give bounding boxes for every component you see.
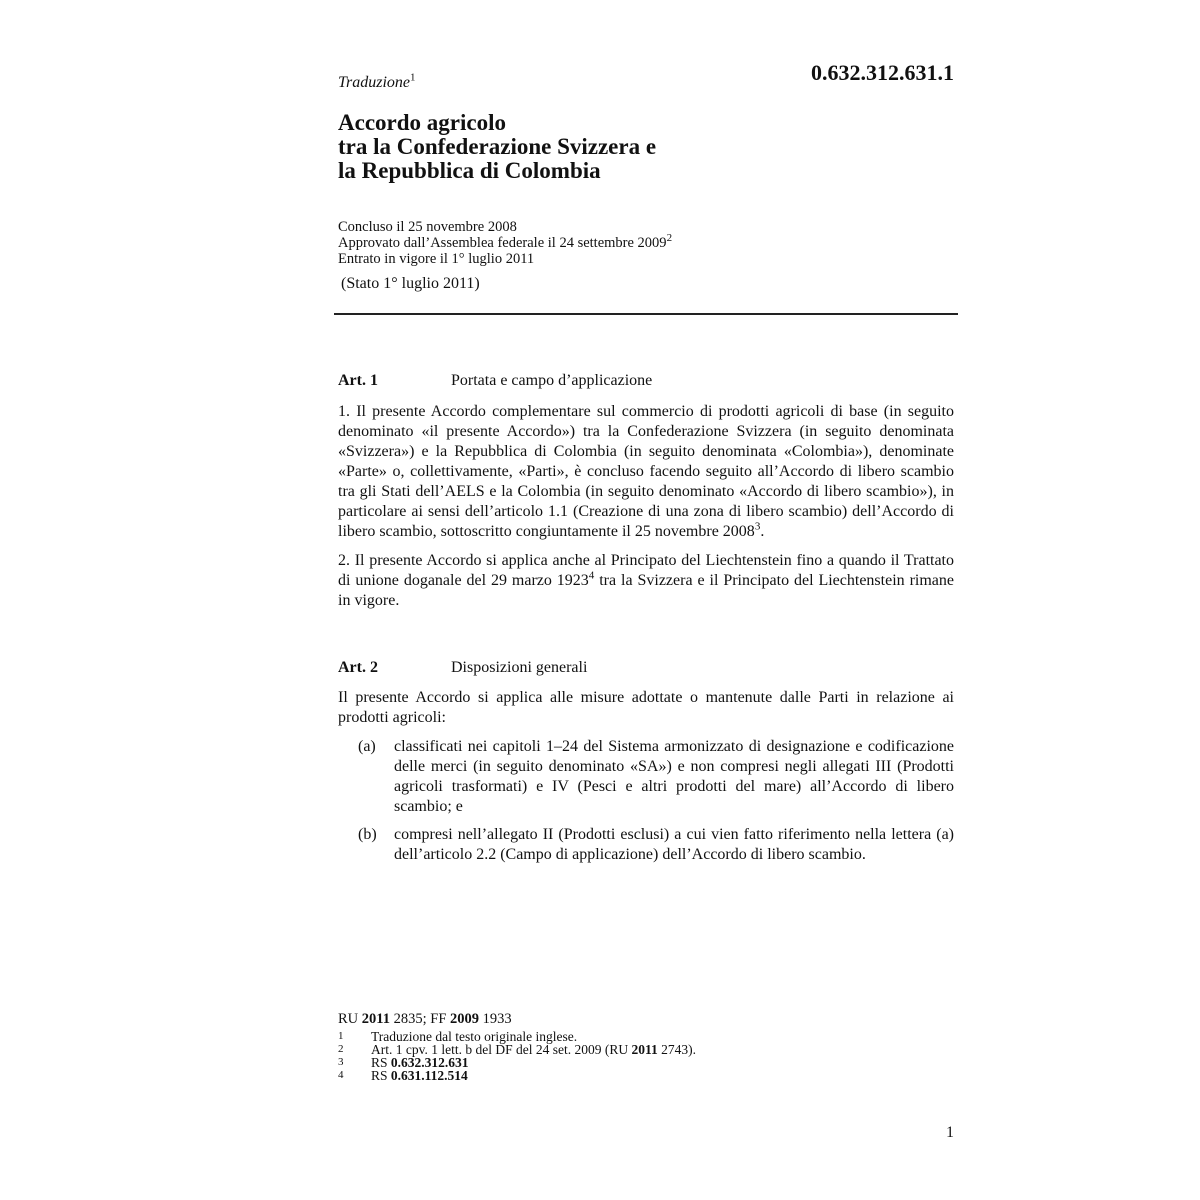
approved-date: Approvato dall’Assemblea federale il 24 settembre 2009$^2$ (338, 232, 673, 251)
article-title: Disposizioni generali (451, 659, 588, 676)
list-item-label: (b) (358, 826, 377, 843)
article-2-intro: Il presente Accordo si applica alle misure adottate o mantenute dalle Parti in relazione ai prodotti agricoli: (338, 689, 954, 726)
footnote-text: Traduzione dal testo originale inglese. (371, 1029, 578, 1044)
list-item (358, 737, 954, 817)
footnote-text[interactable]: RS 0.631.112.514 (371, 1068, 468, 1083)
footnote-ref[interactable]: 1 (410, 71, 416, 84)
status-date: (Stato 1° luglio 2011) (341, 275, 480, 292)
article-2-heading (338, 659, 954, 677)
footnote-number: 2 (338, 1043, 344, 1055)
title-line: la Repubblica di Colombia (338, 158, 601, 183)
paragraph: 2. Il presente Accordo si applica anche al Principato del Liechtenstein fino a quando il Trattato di unione doganale del 29 marzo 1923$^4$ tra la Svizzera e il Principato del Liechtenstein rimane in vigore. (338, 552, 954, 609)
footnote-number: 1 (338, 1030, 344, 1042)
title-line: tra la Confederazione Svizzera e (338, 134, 657, 159)
footnote-text[interactable]: RS 0.632.312.631 (371, 1055, 469, 1070)
article-number: Art. 2 (338, 659, 378, 676)
footnotes (338, 1012, 938, 1082)
in-force-date: Entrato in vigore il 1° luglio 2011 (338, 251, 535, 267)
article-title: Portata e campo d’applicazione (451, 372, 653, 389)
footnote-number: 4 (338, 1069, 344, 1081)
article-2-list (358, 737, 954, 865)
paragraph: 1. Il presente Accordo complementare sul commercio di prodotti agricoli di base (in seguito denominato «il presente Accordo») tra la Confederazione Svizzera (in seguito denominata «Svizzera») e la Repubblica di Colombia (in seguito denominata «Colombia»), denominate «Parte» o, collettivamente, «Parti», è concluso facendo seguito all’Accordo di libero scambio tra gli Stati dell’AELS e la Colombia (in seguito denominato «Accordo di libero scambio»), in particolare ai sensi dell’articolo 1.1 (Creazione di una zona di libero scambio) dell’Accordo di libero scambio, sottoscritto congiuntamente il 25 novembre 2008$^3$. (338, 403, 954, 540)
header-divider (334, 313, 958, 315)
sr-number: 0.632.312.631.1 (811, 60, 954, 85)
footnote-ref[interactable]: 4 (588, 569, 595, 582)
concluded-date: Concluso il 25 novembre 2008 (338, 219, 517, 235)
official-reference: RU 2011 2835; FF 2009 1933 (338, 1011, 512, 1027)
list-item-label: (a) (358, 738, 376, 755)
list-item-text: compresi nell’allegato II (Prodotti esclusi) a cui vien fatto riferimento nella lettera (a) dell’articolo 2.2 (Campo di applicazione) dell’Accordo di libero scambio. (394, 826, 954, 863)
translation-label: Traduzione$^1$ (338, 71, 416, 91)
article-1-heading (338, 372, 954, 390)
footnote-ref[interactable]: 3 (754, 520, 761, 533)
document-title (338, 111, 938, 183)
title-line: Accordo agricolo (338, 110, 506, 135)
article-number: Art. 1 (338, 372, 378, 389)
page-number: 1 (946, 1124, 954, 1141)
article-1-body (338, 402, 954, 611)
footnote (338, 1069, 938, 1082)
footnote-number: 3 (338, 1056, 344, 1068)
list-item-text: classificati nei capitoli 1–24 del Sistema armonizzato di designazione e codificazione delle merci (in seguito denominato «SA») e non compresi negli allegati III (Prodotti agricoli trasformati) e IV (Pesci e altri prodotti del mare) all’Accordo di libero scambio; e (394, 738, 954, 815)
footnote-ref[interactable]: 2 (666, 232, 673, 245)
footnote-text: Art. 1 cpv. 1 lett. b del DF del 24 set. 2009 (RU 2011 2743). (371, 1042, 696, 1057)
document-metadata (338, 219, 938, 267)
list-item (358, 825, 954, 865)
